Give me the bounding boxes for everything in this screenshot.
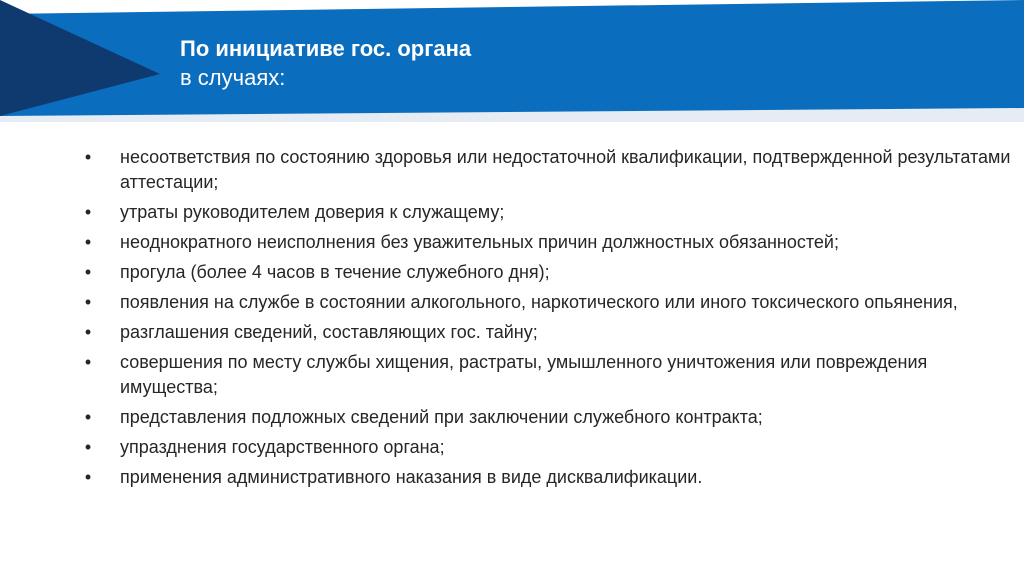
bullet-marker: •	[84, 292, 92, 312]
bullet-marker: •	[84, 407, 92, 427]
list-item	[82, 200, 1012, 225]
list-item-text: утраты руководителем доверия к служащему;	[120, 202, 505, 222]
title-line-2: в случаях:	[180, 65, 286, 90]
bullet-marker: •	[84, 352, 92, 372]
list-item	[82, 465, 1012, 490]
bullet-marker: •	[84, 202, 92, 222]
list-item	[82, 260, 1012, 285]
bullet-marker: •	[84, 147, 92, 167]
list-item-text: несоответствия по состоянию здоровья или недостаточной квалификации, подтвержденной результатами аттестации;	[120, 147, 1011, 192]
list-item	[82, 230, 1012, 255]
list-item-text: упразднения государственного органа;	[120, 437, 445, 457]
list-item-text: применения административного наказания в виде дисквалификации.	[120, 467, 703, 487]
banner-blue-band	[0, 0, 1024, 116]
slide-title	[180, 35, 471, 93]
list-item-text: представления подложных сведений при заключении служебного контракта;	[120, 407, 763, 427]
bullet-marker: •	[84, 467, 92, 487]
list-item-text: совершения по месту службы хищения, растраты, умышленного уничтожения или повреждения имущества;	[120, 352, 928, 397]
list-item	[82, 350, 1012, 400]
list-item	[82, 435, 1012, 460]
list-item	[82, 320, 1012, 345]
bullet-marker: •	[84, 232, 92, 252]
list-item	[82, 405, 1012, 430]
header-banner	[0, 0, 1024, 122]
list-item-text: появления на службе в состоянии алкогольного, наркотического или иного токсического опьянения,	[120, 292, 958, 312]
bullet-marker: •	[84, 262, 92, 282]
list-item-text: разглашения сведений, составляющих гос. тайну;	[120, 322, 538, 342]
list-item	[82, 145, 1012, 195]
bullet-marker: •	[84, 437, 92, 457]
list-item	[82, 290, 1012, 315]
bullet-list	[82, 145, 1012, 495]
banner-graphic	[0, 0, 1024, 122]
title-line-1: По инициативе гос. органа	[180, 36, 472, 61]
bullet-marker: •	[84, 322, 92, 342]
list-item-text: неоднократного неисполнения без уважительных причин должностных обязанностей;	[120, 232, 839, 252]
list-item-text: прогула (более 4 часов в течение служебного дня);	[120, 262, 550, 282]
